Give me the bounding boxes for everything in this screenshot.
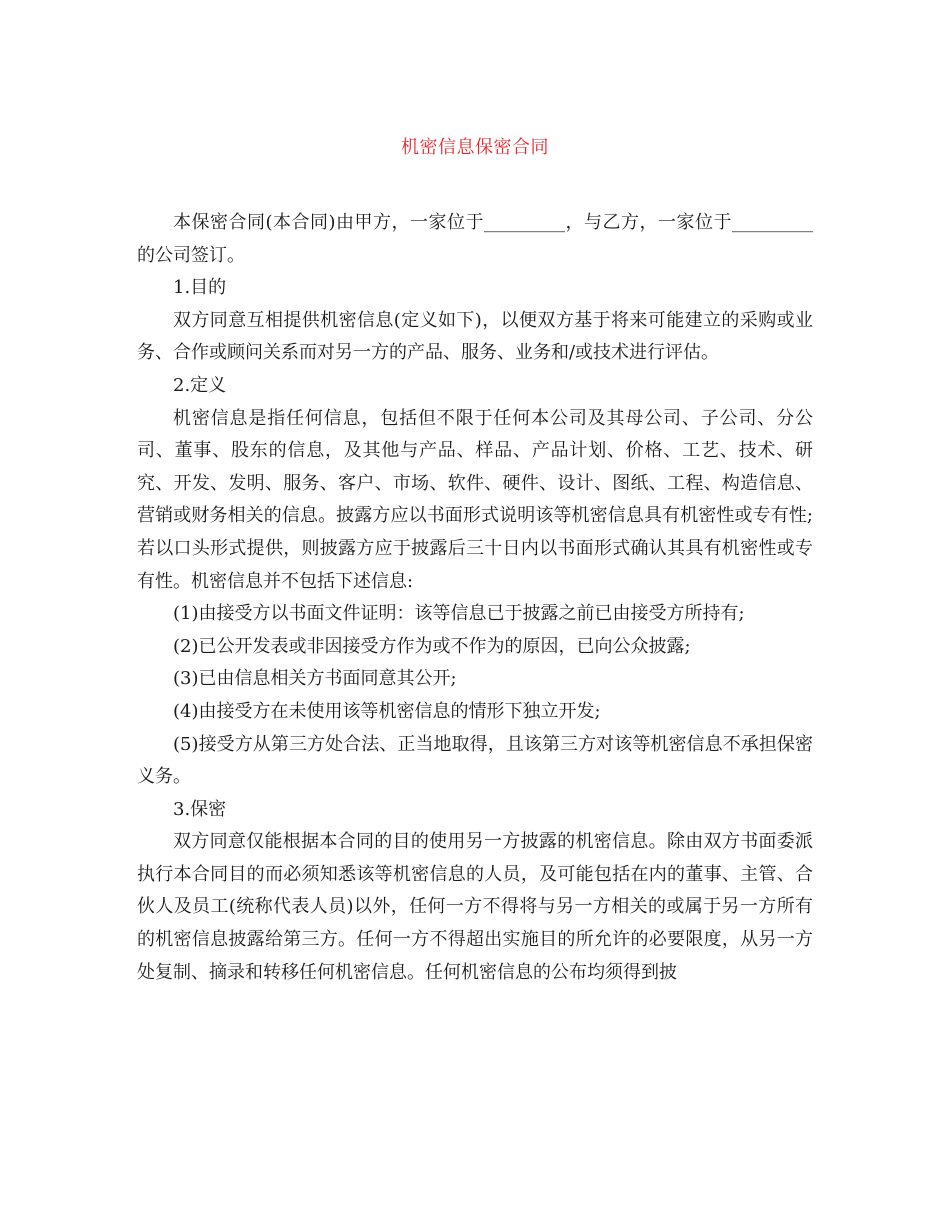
exclusion-item-1: (1)由接受方以书面文件证明：该等信息已于披露之前已由接受方所持有; <box>173 603 745 625</box>
section-heading-confidentiality: 3.保密 <box>173 798 227 820</box>
exclusion-item-5: (5)接受方从第三方处合法、正当地取得，且该第三方对该等机密信息不承担保密义务。 <box>137 733 813 788</box>
intro-paragraph: 本保密合同(本合同)由甲方，一家位于_________，与乙方，一家位于_________的公司签订。 <box>137 212 813 266</box>
exclusion-item-4: (4)由接受方在未使用该等机密信息的情形下独立开发; <box>173 700 601 722</box>
section-heading-purpose: 1.目的 <box>173 277 227 299</box>
exclusion-item-2: (2)已公开发表或非因接受方作为或不作为的原因，已向公众披露; <box>173 635 691 657</box>
purpose-paragraph: 双方同意互相提供机密信息(定义如下)，以便双方基于将来可能建立的采购或业务、合作或顾问关系而对另一方的产品、服务、业务和/或技术进行评估。 <box>137 309 813 364</box>
document-title: 机密信息保密合同 <box>401 137 549 158</box>
document-body <box>137 207 813 989</box>
definition-paragraph: 机密信息是指任何信息，包括但不限于任何本公司及其母公司、子公司、分公司、董事、股东的信息，及其他与产品、样品、产品计划、价格、工艺、技术、研究、开发、发明、服务、客户、市场、软件、硬件、设计、图纸、工程、构造信息、营销或财务相关的信息。披露方应以书面形式说明该等机密信息具有机密性或专有性;若以口头形式提供，则披露方应于披露后三十日内以书面形式确认其具有机密性或专有性。机密信息并不包括下述信息: <box>137 407 813 592</box>
section-heading-definition: 2.定义 <box>173 374 227 396</box>
confidentiality-paragraph: 双方同意仅能根据本合同的目的使用另一方披露的机密信息。除由双方书面委派执行本合同目的而必须知悉该等机密信息的人员，及可能包括在内的董事、主管、合伙人及员工(统称代表人员)以外，任何一方不得将与另一方相关的或属于另一方所有的机密信息披露给第三方。任何一方不得超出实施目的所允许的必要限度，从另一方处复制、摘录和转移任何机密信息。任何机密信息的公布均须得到披 <box>137 831 813 983</box>
exclusion-item-3: (3)已由信息相关方书面同意其公开; <box>173 668 457 690</box>
